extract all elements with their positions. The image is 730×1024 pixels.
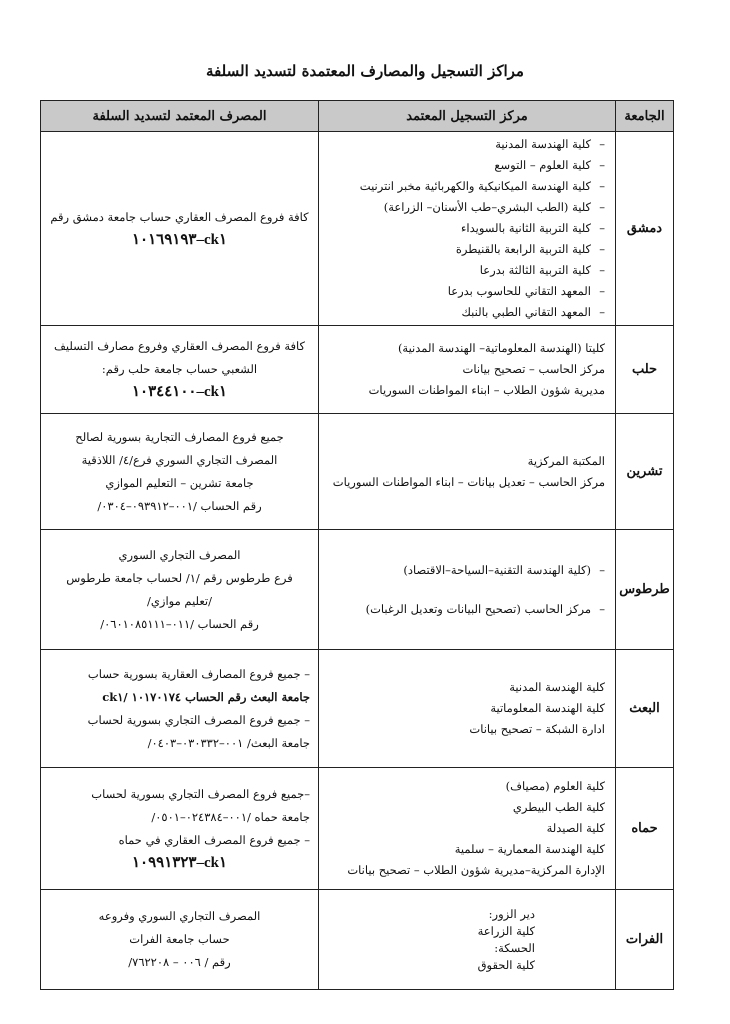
center-item: الحسكة: xyxy=(494,940,535,955)
account-number: جامعة البعث رقم الحساب ١٠١٧٠١٧٤ /ck١ xyxy=(102,689,310,704)
registration-centers xyxy=(319,530,616,650)
registration-centers xyxy=(319,650,616,768)
center-item: كلية الحقوق xyxy=(477,957,535,972)
center-item: مركز الحاسب – تصحيح بيانات xyxy=(462,362,605,376)
bank-info xyxy=(41,890,319,990)
table-row xyxy=(41,326,674,414)
center-item: – مركز الحاسب (تصحيح البيانات وتعديل الرغبات) xyxy=(319,599,605,620)
account-number: ck١–١٠٩٩١٣٢٣ xyxy=(131,854,227,871)
center-item: مركز الحاسب – تعديل بيانات – ابناء المواطنات السوريات xyxy=(332,474,605,489)
registration-table xyxy=(40,100,674,990)
table-header-row xyxy=(41,101,674,132)
bank-line: كافة فروع المصرف العقاري وفروع مصارف التسليف xyxy=(53,339,306,353)
account-number: رقم الحساب /٠٠١–٠٩٣٩١٢–٠٣٠٤/ xyxy=(97,498,262,513)
header-bank: المصرف المعتمد لتسديد السلفة xyxy=(41,101,319,132)
center-item: – المعهد التقاني الطبي بالنبك xyxy=(319,302,605,323)
center-item: مديرية شؤون الطلاب – ابناء المواطنات السوريات xyxy=(368,383,605,397)
center-item: المكتبة المركزية xyxy=(527,453,605,468)
center-item: – كلية العلوم – التوسع xyxy=(319,155,605,176)
center-item: – كلية (الطب البشري–طب الأسنان– الزراعة) xyxy=(319,197,605,218)
account-number: ck١–١٠٣٤٤١٠٠ xyxy=(131,384,227,400)
table-row xyxy=(41,890,674,990)
center-item: دير الزور: xyxy=(488,906,535,921)
bank-line: المصرف التجاري السوري فرع/٤/ اللاذقية xyxy=(81,452,278,467)
bank-info xyxy=(41,132,319,326)
bank-line: /تعليم موازي/ xyxy=(147,593,212,608)
table-row xyxy=(41,414,674,530)
center-item: الإدارة المركزية–مديرية شؤون الطلاب – تصحيح بيانات xyxy=(347,863,605,877)
account-number: ck١–١٠١٦٩١٩٣ xyxy=(131,231,227,248)
center-item: – المعهد التقاني للحاسوب بدرعا xyxy=(319,281,605,302)
center-item: كلية الهندسة المعلوماتية xyxy=(490,701,605,715)
table-row xyxy=(41,768,674,890)
center-item: كلية الهندسة المدنية xyxy=(509,680,605,694)
center-item: ادارة الشبكة – تصحيح بيانات xyxy=(469,722,605,736)
bank-line: حساب جامعة الفرات xyxy=(129,932,230,946)
center-item: كلية العلوم (مصياف) xyxy=(505,779,605,793)
bank-line: كافة فروع المصرف العقاري حساب جامعة دمشق رقم xyxy=(50,209,309,224)
account-number: رقم / ٠٠٦ – ٧٦٢٢٠٨/ xyxy=(128,955,231,969)
university-name: طرطوس xyxy=(616,530,674,650)
bank-line: – جميع فروع المصرف التجاري بسورية لحساب xyxy=(87,712,310,727)
bank-info xyxy=(41,414,319,530)
university-name: حماه xyxy=(616,768,674,890)
document-title: مراكز التسجيل والمصارف المعتمدة لتسديد السلفة xyxy=(206,62,524,80)
center-item: كلية الصيدلة xyxy=(546,821,605,835)
registration-centers xyxy=(319,326,616,414)
center-item: – كلية التربية الرابعة بالقنيطرة xyxy=(319,239,605,260)
center-item: كلية الهندسة المعمارية – سلمية xyxy=(454,842,605,856)
registration-centers xyxy=(319,768,616,890)
registration-centers xyxy=(319,132,616,326)
bank-line: – جميع فروع المصارف العقارية بسورية حساب xyxy=(87,666,310,681)
center-item: كليتا (الهندسة المعلوماتية– الهندسة المدنية) xyxy=(397,341,605,355)
bank-line: الشعبي حساب جامعة حلب رقم: xyxy=(101,362,258,376)
center-item: – كلية الهندسة المدنية xyxy=(319,134,605,155)
table-row xyxy=(41,132,674,326)
bank-line: فرع طرطوس رقم /١/ لحساب جامعة طرطوس xyxy=(66,570,293,585)
header-registration-center: مركز التسجيل المعتمد xyxy=(319,101,616,132)
bank-info xyxy=(41,530,319,650)
registration-centers xyxy=(319,890,616,990)
university-name: تشرين xyxy=(616,414,674,530)
bank-line: جميع فروع المصارف التجارية بسورية لصالح xyxy=(75,429,284,444)
university-name: الفرات xyxy=(616,890,674,990)
center-item: – كلية الهندسة الميكانيكية والكهربائية مخبر انترنيت xyxy=(319,176,605,197)
bank-line: المصرف التجاري السوري xyxy=(118,547,241,562)
center-item: كلية الطب البيطري xyxy=(512,800,605,814)
bank-line: –جميع فروع المصرف التجاري بسورية لحساب xyxy=(91,786,310,801)
bank-info xyxy=(41,768,319,890)
center-item: – كلية التربية الثانية بالسويداء xyxy=(319,218,605,239)
center-item: – كلية التربية الثالثة بدرعا xyxy=(319,260,605,281)
account-number: جامعة البعث/ ٠٠١–٠٣٠٣٣٢–٠٤٠٣/ xyxy=(147,735,310,750)
center-item: كلية الزراعة xyxy=(477,923,535,938)
university-name: دمشق xyxy=(616,132,674,326)
table-row xyxy=(41,530,674,650)
bank-info xyxy=(41,650,319,768)
header-university: الجامعة xyxy=(616,101,674,132)
bank-info xyxy=(41,326,319,414)
bank-line: جامعة تشرين – التعليم الموازي xyxy=(105,475,254,490)
registration-centers xyxy=(319,414,616,530)
table-row xyxy=(41,650,674,768)
university-name: البعث xyxy=(616,650,674,768)
university-name: حلب xyxy=(616,326,674,414)
account-number: رقم الحساب /٠١١–٠٦٠١٠٨٥١١١/ xyxy=(100,616,259,631)
bank-line: المصرف التجاري السوري وفروعه xyxy=(98,909,261,923)
account-number: جامعة حماه /٠٠١–٠٢٤٣٨٤–٠٥٠١/ xyxy=(151,809,310,824)
bank-line: – جميع فروع المصرف العقاري في حماه xyxy=(118,832,310,847)
center-item: – (كلية الهندسة التقنية–السياحة–الاقتصاد) xyxy=(319,560,605,581)
